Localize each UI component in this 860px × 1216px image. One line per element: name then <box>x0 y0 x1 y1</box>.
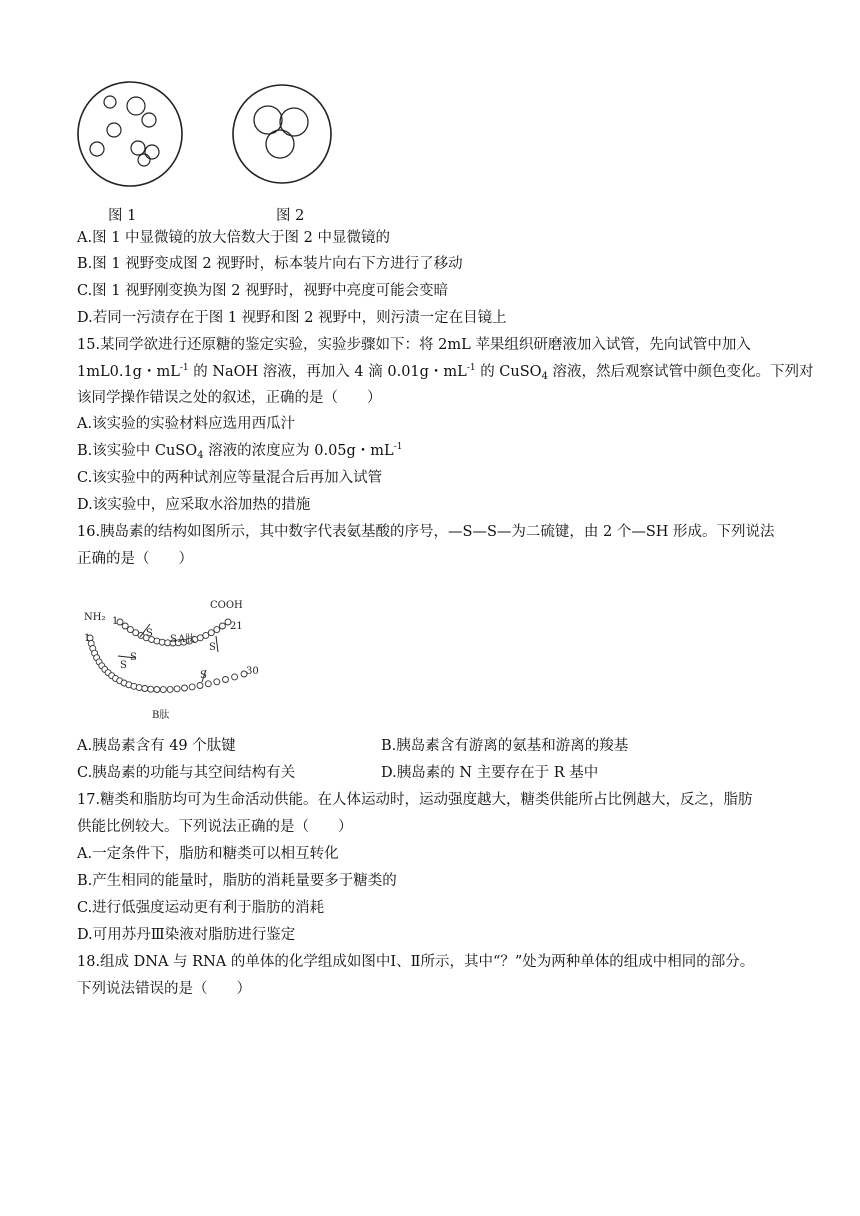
q15-superscript: -1 <box>179 363 189 373</box>
fig1-cell <box>131 141 145 155</box>
q16-option-c: C.胰岛素的功能与其空间结构有关 <box>77 765 296 781</box>
chain-b-bead <box>154 687 160 693</box>
q17-stem-line2: 供能比例较大。下列说法正确的是（ ） <box>77 819 353 835</box>
q17-stem-line1: 17.糖类和脂肪均可为生命活动供能。在人体运动时，运动强度越大，糖类供能所占比例越大，反之，脂肪 <box>77 792 753 808</box>
q15-text: 的 CuSO <box>475 364 542 380</box>
fig2-caption: 图 2 <box>276 208 305 224</box>
fig1-caption: 图 1 <box>108 208 137 224</box>
disulfide-s-label: S <box>200 670 207 681</box>
insulin-structure-diagram <box>76 594 260 722</box>
chain-a-bead <box>203 632 209 638</box>
residue-number-1-chain-a: 1 <box>112 616 119 627</box>
chain-a-bead <box>214 627 220 633</box>
fig1-cell <box>107 123 121 137</box>
chain-a-bead <box>219 623 225 629</box>
q15-text: 溶液的浓度应为 0.05g・mL <box>203 443 394 459</box>
q15-text: 1mL0.1g・mL <box>77 364 180 380</box>
chain-b-bead <box>189 684 195 690</box>
fig1-cell <box>138 154 150 166</box>
q15-stem-line3: 该同学操作错误之处的叙述，正确的是（ ） <box>77 390 382 406</box>
disulfide-s-label: S <box>170 634 177 645</box>
q16-option-b: B.胰岛素含有游离的氨基和游离的羧基 <box>381 738 629 754</box>
microscope-field-figures <box>74 72 334 222</box>
q17-option-b: B.产生相同的能量时，脂肪的消耗量要多于糖类的 <box>77 873 397 889</box>
q14-option-a: A.图 1 中显微镜的放大倍数大于图 2 中显微镜的 <box>77 230 390 246</box>
q16-option-d: D.胰岛素的 N 主要存在于 R 基中 <box>381 765 599 781</box>
cooh-label: COOH <box>210 600 243 611</box>
q17-option-c: C.进行低强度运动更有利于脂肪的消耗 <box>77 900 325 916</box>
residue-number-21: 21 <box>230 621 243 632</box>
chain-b-bead <box>182 685 188 691</box>
disulfide-bond <box>216 636 218 652</box>
q15-superscript: -1 <box>393 442 403 452</box>
q14-option-b: B.图 1 视野变成图 2 视野时，标本装片向右下方进行了移动 <box>77 256 463 272</box>
fig1-cell <box>145 145 159 159</box>
disulfide-s-label: S <box>146 628 153 639</box>
disulfide-s-label: S <box>209 642 216 653</box>
fig2-cell <box>266 130 294 158</box>
q15-stem-line1: 15.某同学欲进行还原糖的鉴定实验，实验步骤如下：将 2mL 苹果组织研磨液加入试管，先向试管中加入 <box>77 337 751 353</box>
q15-option-d: D.该实验中，应采取水浴加热的措施 <box>77 497 311 513</box>
chain-b-bead <box>223 677 229 683</box>
q15-subscript: 4 <box>197 450 204 461</box>
q15-superscript: -1 <box>466 363 476 373</box>
q15-text: 溶液，然后观察试管中颜色变化。下列对 <box>547 364 814 380</box>
q14-option-d: D.若同一污渍存在于图 1 视野和图 2 视野中，则污渍一定在目镜上 <box>77 310 507 326</box>
chain-b-label: B肽 <box>152 710 170 721</box>
fig1-cell <box>142 113 156 127</box>
q15-option-a: A.该实验的实验材料应选用西瓜汁 <box>77 416 296 432</box>
q15-text: B.该实验中 CuSO <box>77 443 198 459</box>
residue-number-1-chain-b: 1 <box>84 633 91 644</box>
disulfide-s-label: S <box>130 652 137 663</box>
q17-option-a: A.一定条件下，脂肪和糖类可以相互转化 <box>77 846 339 862</box>
chain-b-bead <box>148 686 154 692</box>
chain-b-bead <box>197 683 203 689</box>
fig1-field-circle <box>78 82 182 186</box>
chain-a-bead <box>208 630 214 636</box>
disulfide-s-label: S <box>120 660 127 671</box>
q16-option-a: A.胰岛素含有 49 个肽键 <box>77 738 236 754</box>
fig1-cell <box>90 142 104 156</box>
chain-b-bead <box>167 686 173 692</box>
q15-option-c: C.该实验中的两种试剂应等量混合后再加入试管 <box>77 470 383 486</box>
chain-b-bead <box>205 681 211 687</box>
chain-b-bead <box>174 686 180 692</box>
residue-number-30: 30 <box>246 666 259 677</box>
q15-subscript: 4 <box>541 371 548 382</box>
nh2-label: NH₂ <box>84 612 106 623</box>
fig2-cell <box>280 108 308 136</box>
q17-option-d: D.可用苏丹Ⅲ染液对脂肪进行鉴定 <box>77 927 296 943</box>
chain-b-bead <box>232 674 238 680</box>
fig2-field-circle <box>233 85 331 183</box>
q16-stem-line2: 正确的是（ ） <box>77 551 193 567</box>
chain-b-bead <box>160 687 166 693</box>
chain-b-bead <box>142 686 148 692</box>
q15-stem-line2 <box>77 362 814 382</box>
chain-b-bead <box>136 685 142 691</box>
fig1-cell <box>104 96 116 108</box>
q16-stem-line1: 16.胰岛素的结构如图所示，其中数字代表氨基酸的序号，—S—S—为二硫键，由 2 个—SH 形成。下列说法 <box>77 524 775 540</box>
q18-stem-line1: 18.组成 DNA 与 RNA 的单体的化学组成如图中Ⅰ、Ⅱ所示，其中“？”处为两种单体的组成中相同的部分。 <box>77 954 755 970</box>
q14-option-c: C.图 1 视野刚变换为图 2 视野时，视野中亮度可能会变暗 <box>77 283 449 299</box>
q18-stem-line2: 下列说法错误的是（ ） <box>77 981 251 997</box>
amino-acid-beads <box>87 619 247 693</box>
chain-b-bead <box>214 679 220 685</box>
chain-a-label: A肽 <box>178 634 196 645</box>
fig1-cell <box>127 97 145 115</box>
q15-option-b <box>77 441 402 461</box>
q15-text: 的 NaOH 溶液，再加入 4 滴 0.01g・mL <box>188 364 467 380</box>
